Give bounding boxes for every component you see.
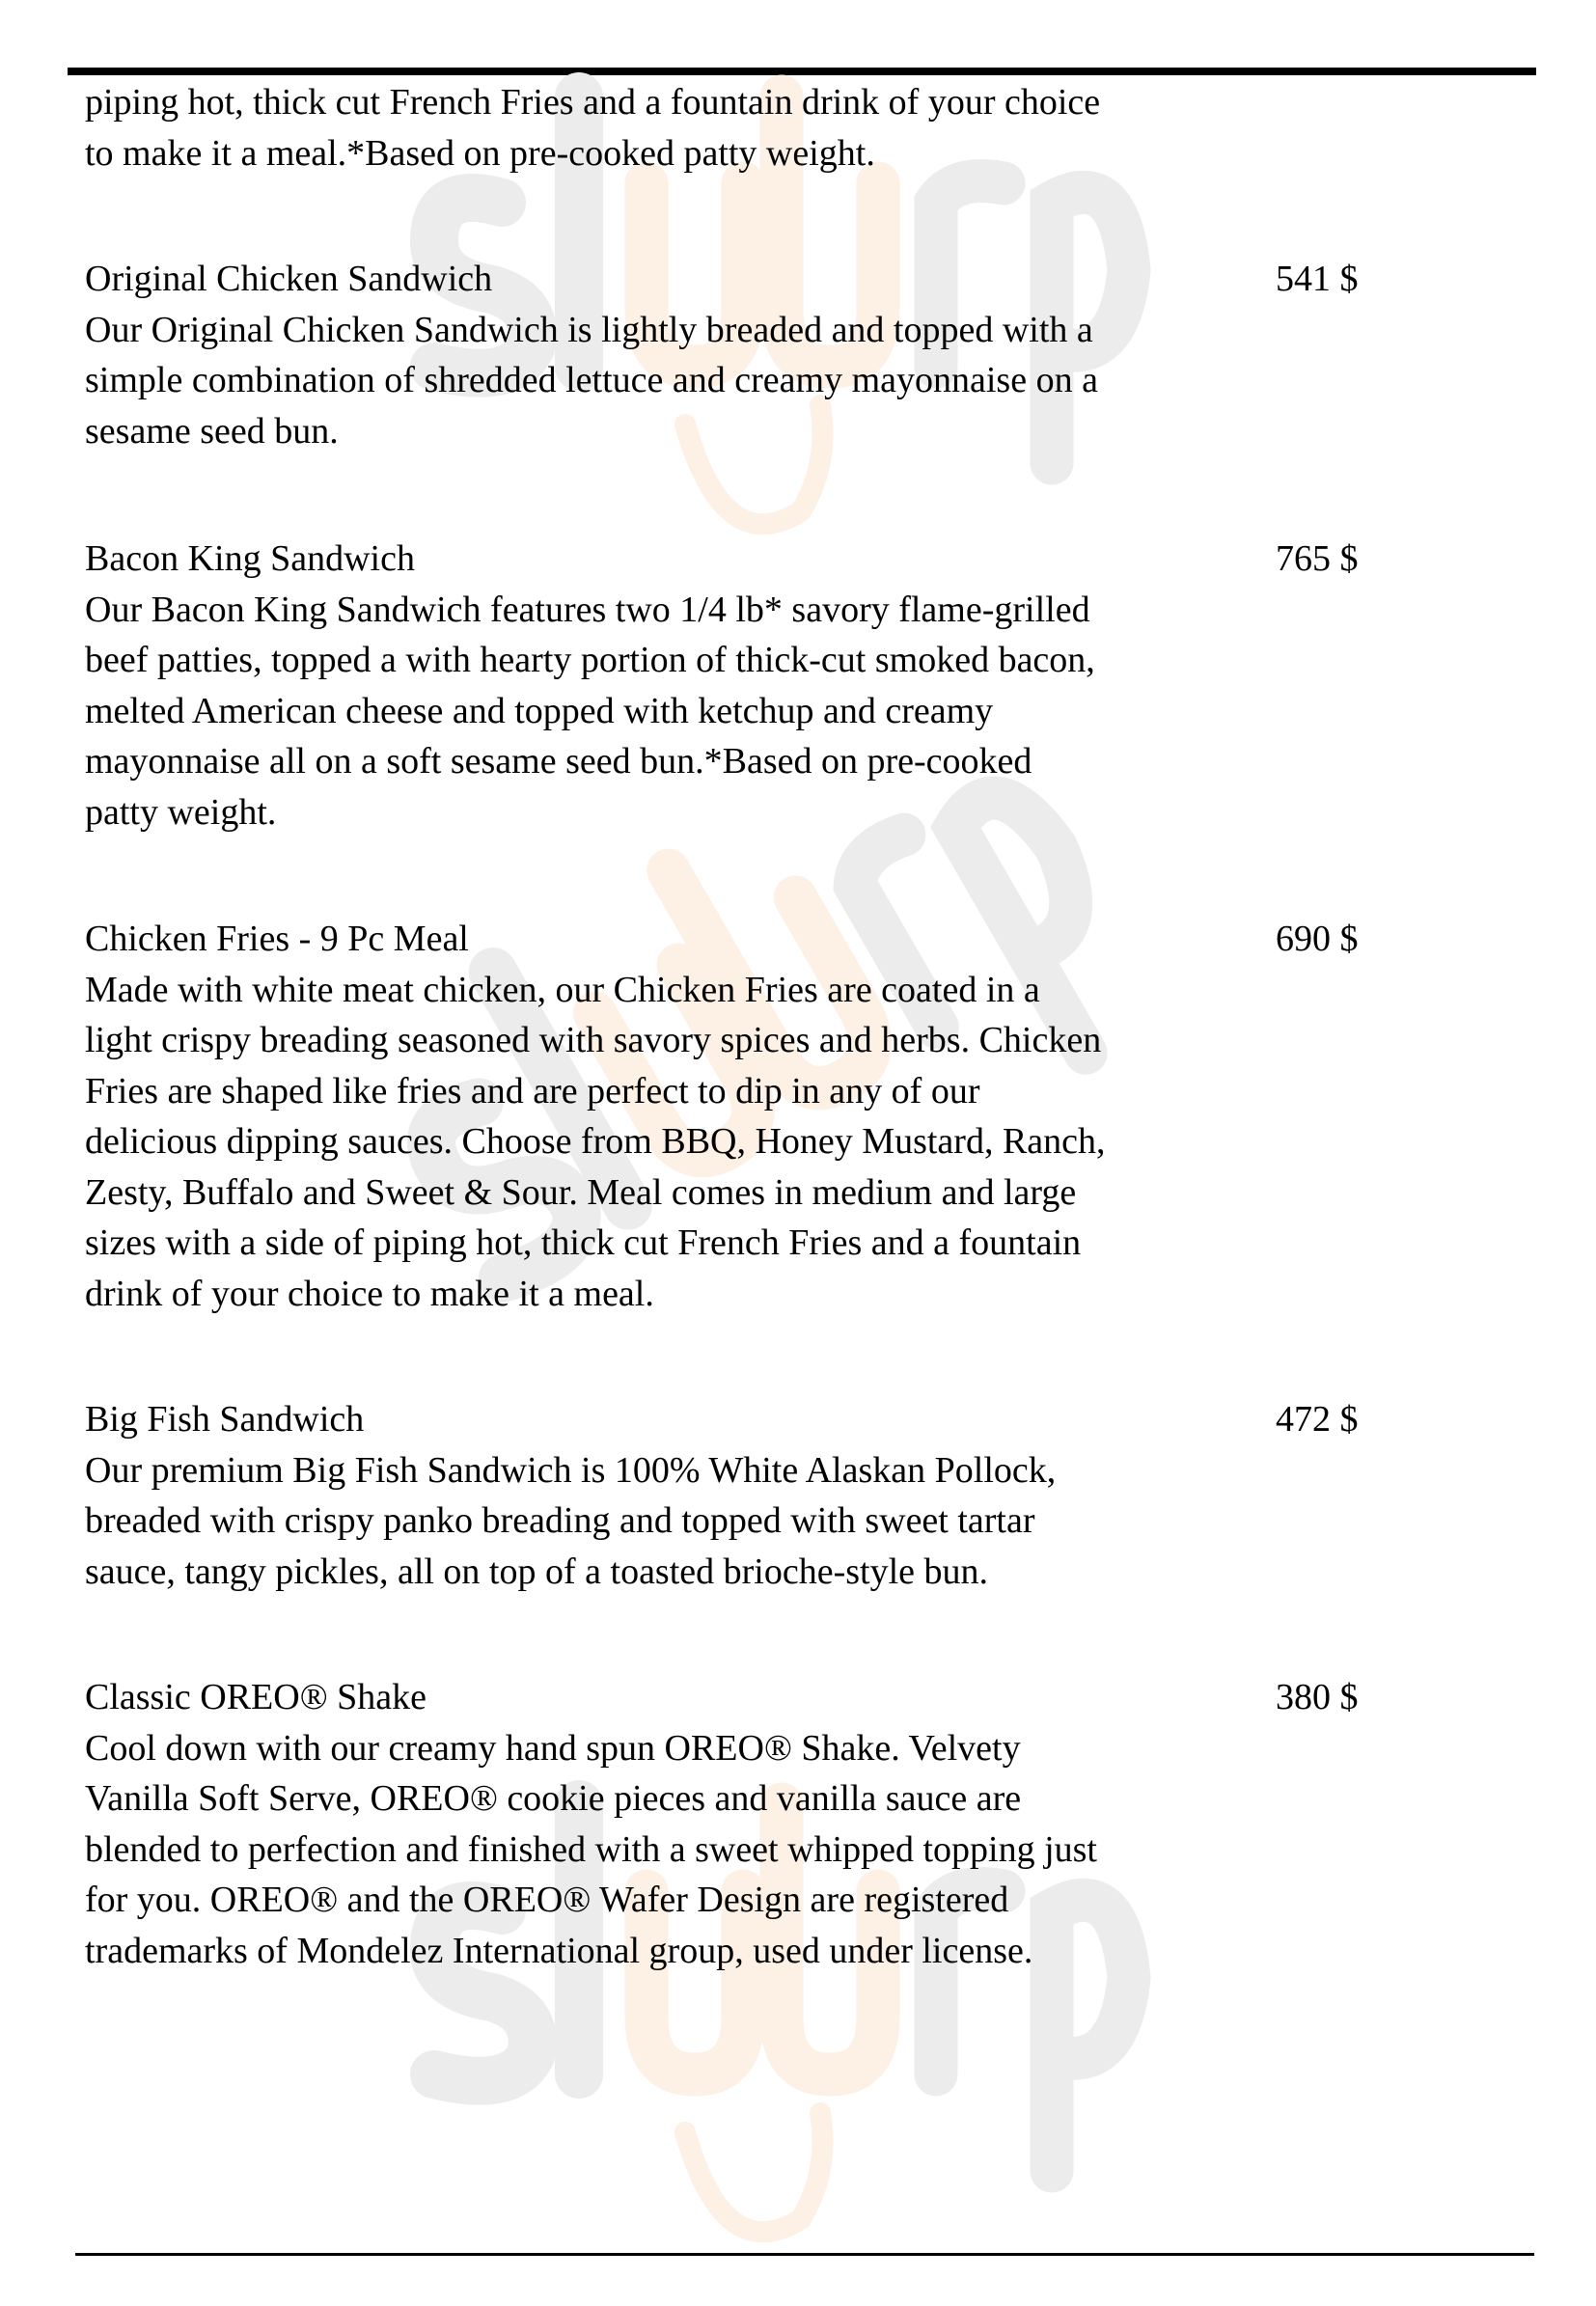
item-name: Original Chicken Sandwich (85, 259, 493, 299)
menu-item (85, 534, 1262, 837)
menu-item (85, 254, 1262, 456)
item-description: Our premium Big Fish Sandwich is 100% White Alaskan Pollock, breaded with crispy panko breading and topped with sweet tartar sauce, tangy pickles, all on top of a toasted brioche-style bun. (85, 1449, 1057, 1592)
item-price: 472 $ (1276, 1399, 1359, 1440)
item-name: Bacon King Sandwich (85, 538, 415, 579)
item-name: Classic OREO® Shake (85, 1677, 427, 1717)
item-description: Our Original Chicken Sandwich is lightly breaded and topped with a simple combination of shredded lettuce and creamy mayonnaise on a sesame seed bun. (85, 309, 1098, 452)
item-name: Big Fish Sandwich (85, 1399, 365, 1440)
menu-item (85, 1672, 1262, 1976)
item-description: Cool down with our creamy hand spun OREO® Shake. Velvety Vanilla Soft Serve, OREO® cookie pieces and vanilla sauce are blended to perfection and finished with a sweet whipped topping just for you. OREO® and the OREO® Wafer Design are registered trademarks of Mondelez International group, used under license. (85, 1727, 1097, 1971)
item-name: Chicken Fries - 9 Pc Meal (85, 919, 469, 959)
item-price: 765 $ (1276, 538, 1359, 579)
menu-item (85, 1394, 1262, 1597)
item-description: Our Bacon King Sandwich features two 1/4 lb* savory flame-grilled beef patties, topped a with hearty portion of thick-cut smoked bacon, melted American cheese and topped with ketchup and creamy mayonnaise all on a soft sesame seed bun.*Based on pre-cooked patty weight. (85, 589, 1095, 833)
item-price: 690 $ (1276, 919, 1359, 959)
item-price: 541 $ (1276, 259, 1359, 299)
item-price: 380 $ (1276, 1677, 1359, 1717)
bottom-rule (75, 2253, 1534, 2256)
menu-item (85, 914, 1262, 1319)
intro-continuation-text: piping hot, thick cut French Fries and a fountain drink of your choice to make it a meal.*Based on pre-cooked patty weight. (85, 82, 1101, 174)
item-description: Made with white meat chicken, our Chicken Fries are coated in a light crispy breading seasoned with savory spices and herbs. Chicken Fries are shaped like fries and are perfect to dip in any of our delicious dipping sauces. Choose from BBQ, Honey Mustard, Ranch, Zesty, Buffalo and Sweet & Sour. Meal comes in medium and large sizes with a side of piping hot, thick cut French Fries and a fountain drink of your choice to make it a meal. (85, 969, 1106, 1314)
